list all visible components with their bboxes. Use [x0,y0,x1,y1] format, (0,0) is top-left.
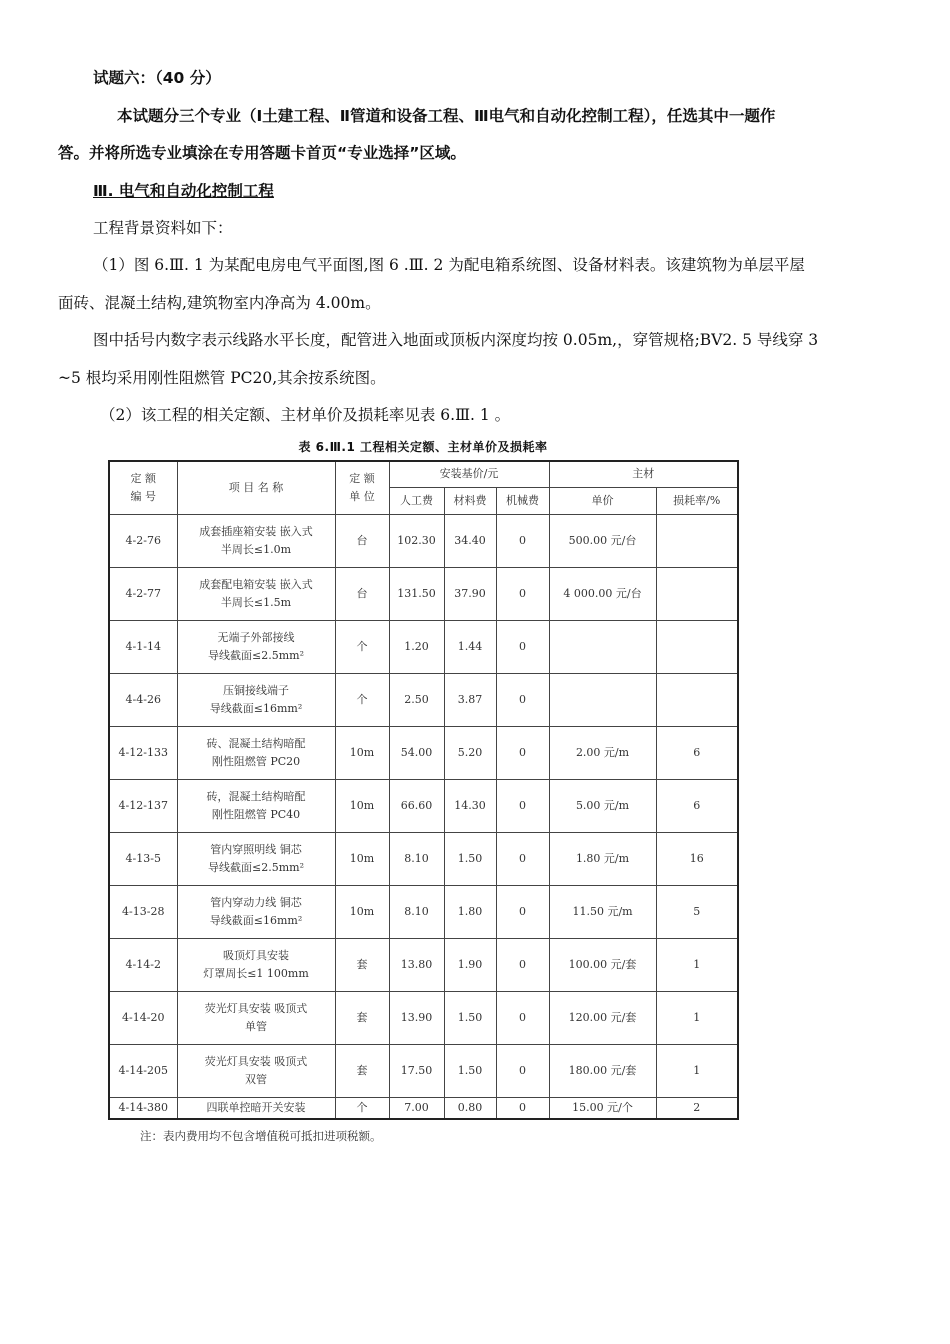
cell-labor: 102.30 [389,514,444,567]
header-name: 项 目 名 称 [177,461,335,514]
cell-code: 4-14-205 [109,1044,177,1097]
cell-name: 砖，混凝土结构暗配 刚性阻燃管 PC40 [177,779,335,832]
table-caption: 表 6.Ⅲ.1 工程相关定额、主材单价及损耗率 [298,440,548,454]
intro-line-2: 答。并将所选专业填涂在专用答题卡首页“专业选择”区域。 [58,144,466,162]
background-label: 工程背景资料如下： [93,219,233,237]
cell-unit: 10m [335,726,389,779]
cell-machine: 0 [496,938,549,991]
cell-price: 1.80 元/m [549,832,656,885]
table-row [109,885,738,938]
cell-unit: 10m [335,779,389,832]
table-row [109,620,738,673]
cell-machine: 0 [496,1044,549,1097]
cell-material: 1.44 [444,620,496,673]
cell-price: 5.00 元/m [549,779,656,832]
cell-labor: 7.00 [389,1097,444,1119]
cell-code: 4-1-14 [109,620,177,673]
cell-unit: 10m [335,832,389,885]
table-row [109,938,738,991]
cell-code: 4-2-77 [109,567,177,620]
cell-loss: 5 [656,885,738,938]
cell-loss [656,567,738,620]
cell-unit: 个 [335,1097,389,1119]
table-row [109,726,738,779]
table-row [109,567,738,620]
quota-table [108,460,739,1120]
paragraph-1-line-2: 面砖、混凝土结构,建筑物室内净高为 4.00m。 [58,294,381,312]
cell-material: 34.40 [444,514,496,567]
cell-material: 1.90 [444,938,496,991]
cell-material: 1.50 [444,991,496,1044]
cell-code: 4-14-20 [109,991,177,1044]
table-row [109,673,738,726]
cell-labor: 13.90 [389,991,444,1044]
intro-line-1: 本试题分三个专业（Ⅰ土建工程、Ⅱ管道和设备工程、Ⅲ电气和自动化控制工程），任选其中一题作 [117,107,776,125]
cell-labor: 8.10 [389,885,444,938]
cell-loss: 2 [656,1097,738,1119]
cell-loss [656,673,738,726]
cell-machine: 0 [496,726,549,779]
cell-material: 1.80 [444,885,496,938]
paragraph-3: （2）该工程的相关定额、主材单价及损耗率见表 6.Ⅲ. 1 。 [100,406,511,424]
cell-name: 无端子外部接线 导线截面≤2.5mm² [177,620,335,673]
cell-code: 4-13-28 [109,885,177,938]
cell-price: 4 000.00 元/台 [549,567,656,620]
table-row [109,1097,738,1119]
cell-loss: 16 [656,832,738,885]
cell-machine: 0 [496,567,549,620]
cell-labor: 17.50 [389,1044,444,1097]
cell-machine: 0 [496,673,549,726]
header-loss: 损耗率/% [656,487,738,514]
cell-material: 3.87 [444,673,496,726]
cell-name: 成套插座箱安装 嵌入式 半周长≤1.0m [177,514,335,567]
cell-material: 37.90 [444,567,496,620]
header-main-material: 主材 [549,461,738,487]
cell-loss: 6 [656,779,738,832]
cell-loss [656,620,738,673]
cell-unit: 台 [335,514,389,567]
cell-machine: 0 [496,885,549,938]
header-install-base: 安装基价/元 [389,461,549,487]
cell-machine: 0 [496,620,549,673]
cell-unit: 套 [335,938,389,991]
cell-labor: 54.00 [389,726,444,779]
header-price: 单价 [549,487,656,514]
header-material: 材料费 [444,487,496,514]
cell-labor: 8.10 [389,832,444,885]
cell-labor: 2.50 [389,673,444,726]
question-title: 试题六：（40 分） [93,69,221,87]
table-row [109,832,738,885]
header-code: 定 额 编 号 [109,461,177,514]
cell-unit: 台 [335,567,389,620]
cell-code: 4-2-76 [109,514,177,567]
cell-material: 0.80 [444,1097,496,1119]
cell-name: 管内穿照明线 铜芯 导线截面≤2.5mm² [177,832,335,885]
cell-labor: 13.80 [389,938,444,991]
header-unit: 定 额 单 位 [335,461,389,514]
cell-name: 四联单控暗开关安装 [177,1097,335,1119]
cell-labor: 131.50 [389,567,444,620]
cell-machine: 0 [496,991,549,1044]
cell-loss: 1 [656,1044,738,1097]
cell-loss: 1 [656,938,738,991]
cell-unit: 套 [335,991,389,1044]
cell-unit: 套 [335,1044,389,1097]
cell-name: 荧光灯具安装 吸顶式 单管 [177,991,335,1044]
cell-loss: 1 [656,991,738,1044]
table-row [109,1044,738,1097]
cell-code: 4-13-5 [109,832,177,885]
paragraph-2-line-2: ~5 根均采用刚性阻燃管 PC20,其余按系统图。 [58,369,386,387]
cell-price: 180.00 元/套 [549,1044,656,1097]
cell-machine: 0 [496,514,549,567]
cell-code: 4-14-380 [109,1097,177,1119]
cell-unit: 10m [335,885,389,938]
cell-labor: 66.60 [389,779,444,832]
cell-name: 管内穿动力线 铜芯 导线截面≤16mm² [177,885,335,938]
cell-code: 4-12-133 [109,726,177,779]
cell-code: 4-12-137 [109,779,177,832]
cell-price: 2.00 元/m [549,726,656,779]
cell-name: 压铜接线端子 导线截面≤16mm² [177,673,335,726]
section-title: Ⅲ. 电气和自动化控制工程 [93,182,274,200]
cell-code: 4-4-26 [109,673,177,726]
table-row [109,991,738,1044]
cell-name: 成套配电箱安装 嵌入式 半周长≤1.5m [177,567,335,620]
cell-material: 1.50 [444,832,496,885]
cell-material: 14.30 [444,779,496,832]
paragraph-2-line-1: 图中括号内数字表示线路水平长度，配管进入地面或顶板内深度均按 0.05m,，穿管规格;BV2. 5 导线穿 3 [93,331,819,349]
cell-machine: 0 [496,1097,549,1119]
cell-price: 120.00 元/套 [549,991,656,1044]
cell-machine: 0 [496,832,549,885]
cell-unit: 个 [335,673,389,726]
table-note: 注：表内费用均不包含增值税可抵扣进项税额。 [140,1129,382,1143]
cell-labor: 1.20 [389,620,444,673]
table-row [109,779,738,832]
cell-price: 500.00 元/台 [549,514,656,567]
cell-price: 15.00 元/个 [549,1097,656,1119]
cell-loss [656,514,738,567]
cell-code: 4-14-2 [109,938,177,991]
cell-material: 1.50 [444,1044,496,1097]
cell-name: 吸顶灯具安装 灯罩周长≤1 100mm [177,938,335,991]
cell-material: 5.20 [444,726,496,779]
cell-unit: 个 [335,620,389,673]
cell-name: 荧光灯具安装 吸顶式 双管 [177,1044,335,1097]
cell-loss: 6 [656,726,738,779]
cell-price [549,673,656,726]
header-machine: 机械费 [496,487,549,514]
header-labor: 人工费 [389,487,444,514]
cell-price: 100.00 元/套 [549,938,656,991]
cell-name: 砖、混凝土结构暗配 刚性阻燃管 PC20 [177,726,335,779]
cell-price: 11.50 元/m [549,885,656,938]
paragraph-1-line-1: （1）图 6.Ⅲ. 1 为某配电房电气平面图,图 6 .Ⅲ. 2 为配电箱系统图、设备材料表。该建筑物为单层平屋 [93,256,805,274]
cell-price [549,620,656,673]
cell-machine: 0 [496,779,549,832]
table-row [109,514,738,567]
